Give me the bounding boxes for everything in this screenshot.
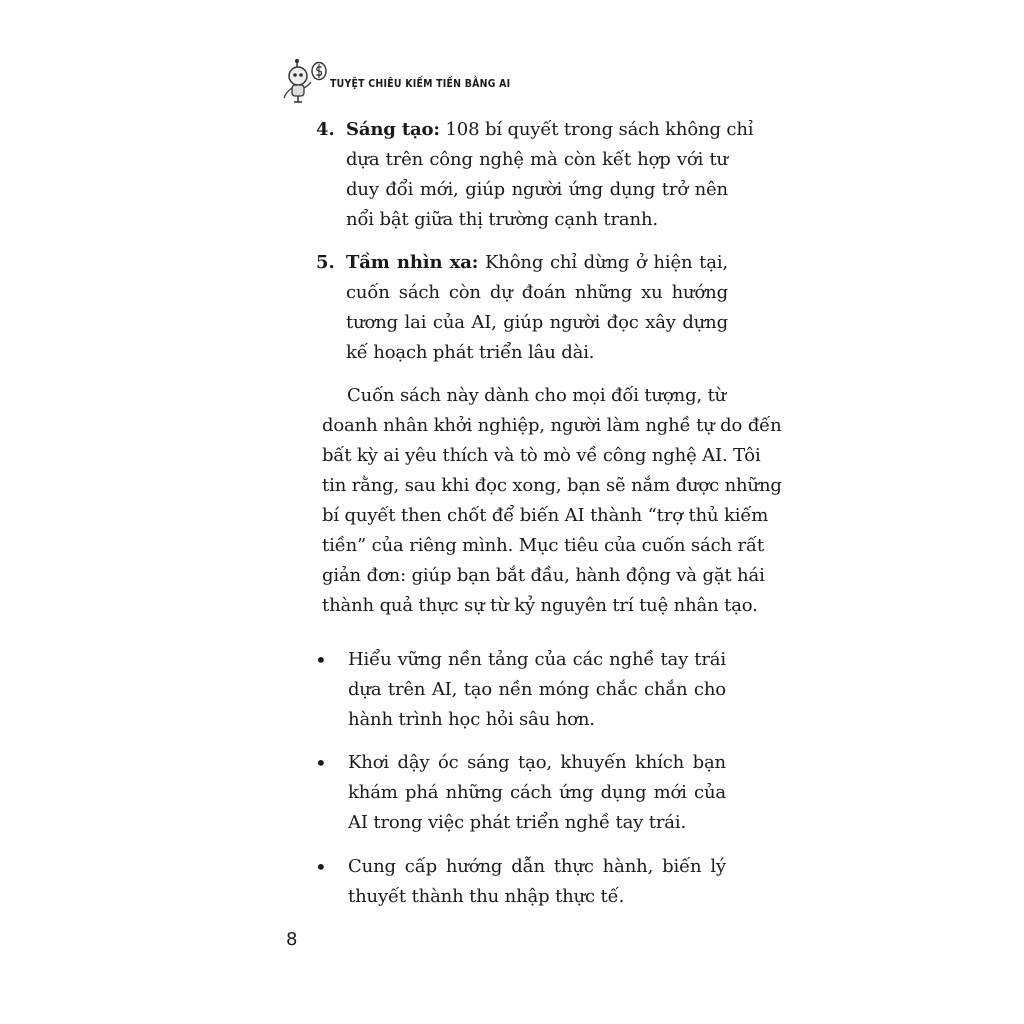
bullet-line: AI trong việc phát triển nghề tay trái. [348,812,687,833]
bullet-line: hành trình học hỏi sâu hơn. [348,709,595,730]
list-line: duy đổi mới, giúp người ứng dụng trở nên [346,179,728,200]
paragraph-line: doanh nhân khởi nghiệp, người làm nghề tự do đến [322,415,782,436]
bullet-symbol: • [315,648,327,672]
bullet-line: khám phá những cách ứng dụng mới của [348,782,726,803]
paragraph-line: thành quả thực sự từ kỷ nguyên trí tuệ nhân tạo. [322,595,758,616]
list-number: 5. [316,252,335,273]
paragraph-line: bất kỳ ai yêu thích và tò mò về công nghệ AI. Tôi [322,445,761,466]
paragraph-line: tiền” của riêng mình. Mục tiêu của cuốn sách rất [322,535,764,556]
list-line: dựa trên công nghệ mà còn kết hợp với tư [346,149,728,170]
paragraph-line: giản đơn: giúp bạn bắt đầu, hành động và gặt hái [322,565,765,586]
paragraph-line: bí quyết then chốt để biến AI thành “trợ thủ kiếm [322,505,769,526]
paragraph-line: tin rằng, sau khi đọc xong, bạn sẽ nắm được những [322,475,782,496]
robot-money-icon [282,58,332,108]
list-line [346,248,728,278]
paragraph-line [347,381,726,411]
bullet-line: dựa trên AI, tạo nền móng chắc chắn cho [348,679,726,700]
bullet-line: Cung cấp hướng dẫn thực hành, biến lý [348,856,726,877]
bullet-line: Hiểu vững nền tảng của các nghề tay trái [348,649,726,670]
bullet-line: thuyết thành thu nhập thực tế. [348,886,625,907]
paragraph-text: Cuốn sách này dành cho mọi đối tượng, từ [347,385,727,406]
running-head: TUYỆT CHIÊU KIẾM TIỀN BẰNG AI [330,77,511,90]
list-term: Tầm nhìn xa: [346,252,479,273]
list-line: tương lai của AI, giúp người đọc xây dựng [346,312,728,333]
list-line: nổi bật giữa thị trường cạnh tranh. [346,209,658,230]
list-text: 108 bí quyết trong sách không chỉ [439,119,754,140]
list-number: 4. [316,119,335,140]
list-term: Sáng tạo: [346,119,440,140]
bullet-symbol: • [315,855,327,879]
bullet-symbol: • [315,751,327,775]
list-line: kế hoạch phát triển lâu dài. [346,342,595,363]
page-number: 8 [286,929,298,950]
page-header [282,58,732,108]
list-text: Không chỉ dừng ở hiện tại, [478,252,728,273]
list-line [346,115,754,145]
list-line: cuốn sách còn dự đoán những xu hướng [346,282,728,303]
bullet-line: Khơi dậy óc sáng tạo, khuyến khích bạn [348,752,726,773]
